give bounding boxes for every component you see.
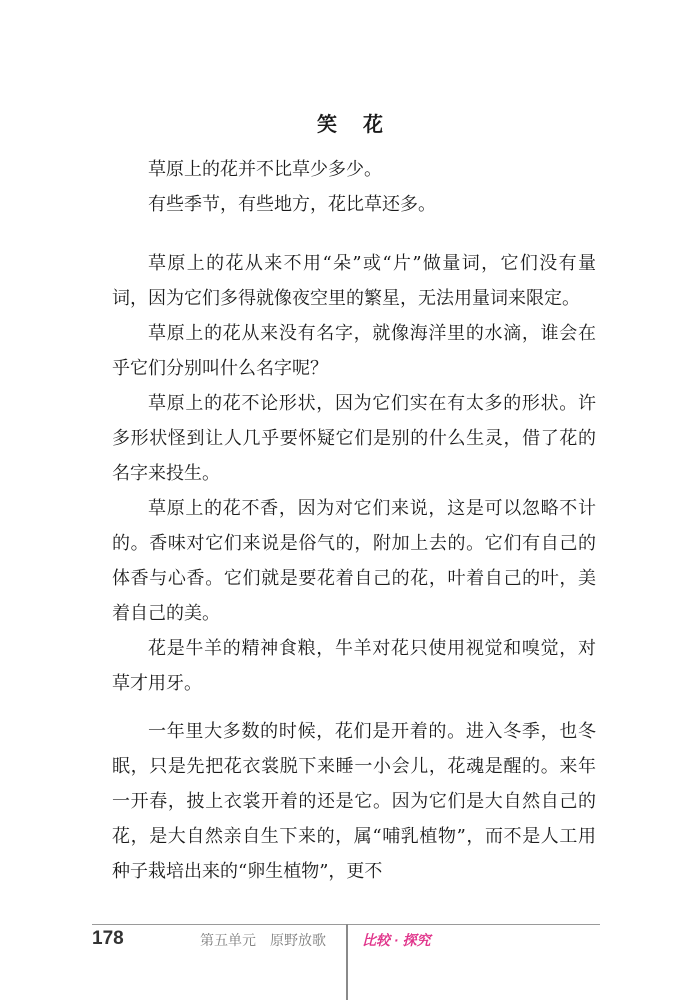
paragraph: 有些季节，有些地方，花比草还多。 bbox=[148, 194, 436, 215]
body-section bbox=[112, 246, 596, 701]
footer-divider bbox=[346, 924, 348, 1000]
page-title: 笑花 bbox=[317, 112, 409, 136]
paragraph: 草原上的花并不比草少多少。 bbox=[148, 159, 382, 180]
section-label: 比较 · 探究 bbox=[362, 932, 431, 948]
closing-section bbox=[112, 714, 596, 889]
paragraph: 草原上的花从来不用“朵”或“片”做量词，它们没有量词，因为它们多得就像夜空里的繁星，无法用量词来限定。 bbox=[112, 253, 596, 309]
unit-label: 第五单元 原野放歌 bbox=[200, 932, 326, 948]
paragraph: 一年里大多数的时候，花们是开着的。进入冬季，也冬眠，只是先把花衣裳脱下来睡一小会儿，花魂是醒的。来年一开春，披上衣裳开着的还是它。因为它们是大自然自己的花，是大自然亲自生下来的，属“哺乳植物”，而不是人工用种子栽培出来的“卵生植物”，更不 bbox=[112, 721, 596, 882]
paragraph: 草原上的花不论形状，因为它们实在有太多的形状。许多形状怪到让人几乎要怀疑它们是别的什么生灵，借了花的名字来投生。 bbox=[112, 393, 596, 484]
paragraph: 花是牛羊的精神食粮，牛羊对花只使用视觉和嗅觉，对草才用牙。 bbox=[112, 638, 596, 694]
opening-lines bbox=[112, 152, 596, 222]
paragraph: 草原上的花不香，因为对它们来说，这是可以忽略不计的。香味对它们来说是俗气的，附加上去的。它们有自己的体香与心香。它们就是要花着自己的花，叶着自己的叶，美着自己的美。 bbox=[112, 498, 596, 624]
paragraph: 草原上的花从来没有名字，就像海洋里的水滴，谁会在乎它们分别叫什么名字呢？ bbox=[112, 323, 596, 379]
page-number: 178 bbox=[92, 928, 124, 949]
